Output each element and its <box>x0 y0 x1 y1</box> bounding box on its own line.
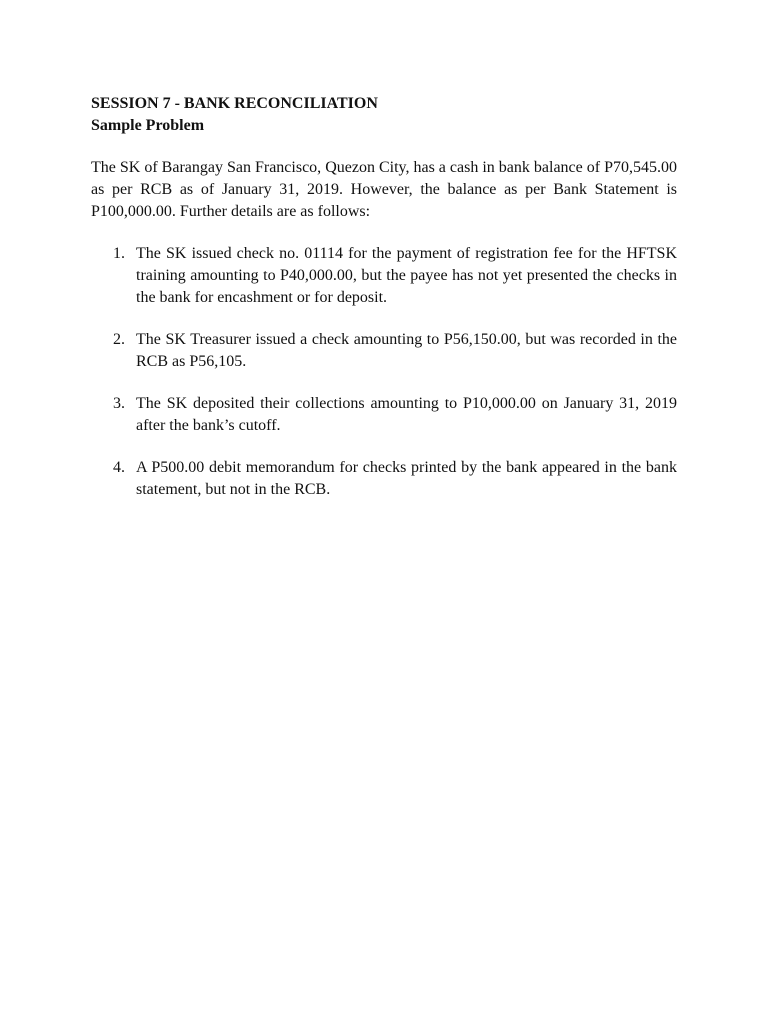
list-item <box>91 457 677 501</box>
list-item-number: 3. <box>113 395 125 412</box>
document-title: SESSION 7 - BANK RECONCILIATION <box>91 95 378 112</box>
list-item-text: The SK issued check no. 01114 for the payment of registration fee for the HFTSK training amounting to P40,000.00, but the payee has not yet presented the checks in the bank for encashment or for deposit. <box>136 245 677 306</box>
list-item-number: 1. <box>113 245 125 262</box>
list-item <box>91 393 677 437</box>
document-subtitle: Sample Problem <box>91 117 205 134</box>
list-item-number: 2. <box>113 331 125 348</box>
list-item <box>91 329 677 373</box>
intro-paragraph: The SK of Barangay San Francisco, Quezon City, has a cash in bank balance of P70,545.00 as per RCB as of January 31, 2019. However, the balance as per Bank Statement is P100,000.00. Further details are as follows: <box>91 159 677 220</box>
list-item-text: The SK Treasurer issued a check amounting to P56,150.00, but was recorded in the RCB as P56,105. <box>136 331 677 370</box>
list-item-text: The SK deposited their collections amounting to P10,000.00 on January 31, 2019 after the bank’s cutoff. <box>136 395 677 434</box>
details-list <box>91 243 677 501</box>
list-item <box>91 243 677 309</box>
list-item-number: 4. <box>113 459 125 476</box>
list-item-text: A P500.00 debit memorandum for checks printed by the bank appeared in the bank statement, but not in the RCB. <box>136 459 677 498</box>
document-page <box>91 93 677 521</box>
